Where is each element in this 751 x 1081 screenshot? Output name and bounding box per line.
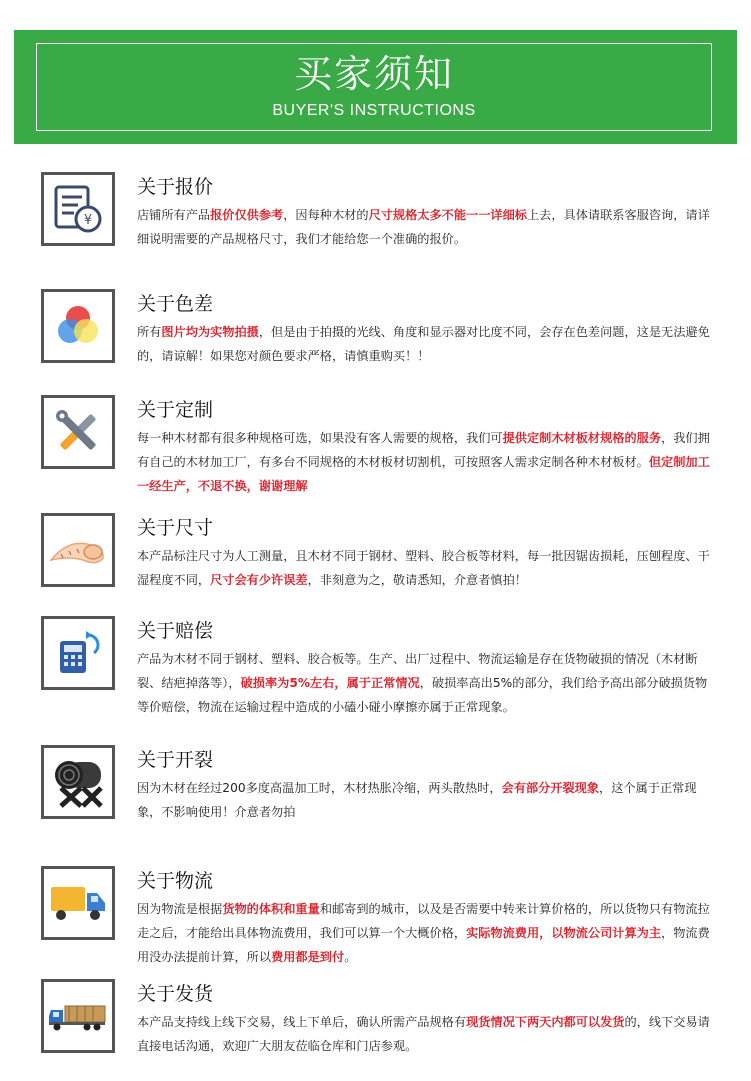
section-body <box>137 1010 715 1058</box>
header-frame <box>36 43 712 131</box>
section-heading: 关于报价 <box>137 176 214 198</box>
body-text: ，我们拥有自己的木材加工厂，有多台不同规格的木材板材切割机，可按照客人需求定制各种木材板材。 <box>137 431 710 469</box>
body-text: ，物流费用没办法提前计算，所以 <box>137 926 710 964</box>
color-rgb-icon <box>41 289 115 363</box>
highlight-text: 提供定制木材板材规格的服务 <box>502 431 662 445</box>
highlight-text: 现货情况下两天内都可以发货 <box>466 1015 625 1029</box>
body-text: 本产品支持线上线下交易，线上下单后，确认所需产品规格有 <box>137 1015 467 1029</box>
page-title: 买家须知 <box>293 52 454 96</box>
body-text: 每一种木材都有很多种规格可选，如果没有客人需要的规格，我们可 <box>137 431 503 445</box>
section-body <box>137 544 715 592</box>
section-heading: 关于物流 <box>137 870 214 892</box>
highlight-text: 破损率为5%左右，属于正常情况 <box>240 676 420 690</box>
tape-measure-icon <box>41 513 115 587</box>
body-text: 上去，具体请联系客服咨询，请详细说明需要的产品规格尺寸，我们才能给您一个准确的报价。 <box>137 208 710 246</box>
highlight-text: 尺寸会有少许误差 <box>210 573 308 587</box>
calculator-refund-icon <box>41 616 115 690</box>
highlight-text: 图片均为实物拍摄 <box>161 325 259 339</box>
body-text: 本产品标注尺寸为人工测量，且木材不同于钢材、塑料、胶合板等材料，每一批因锯齿损耗，压刨程度、干湿程度不同， <box>137 549 710 587</box>
section-heading: 关于开裂 <box>137 749 214 771</box>
header-banner <box>14 30 737 144</box>
delivery-truck-icon <box>41 979 115 1053</box>
body-text: 的，线下交易请直接电话沟通，欢迎广大朋友莅临仓库和门店参观。 <box>137 1015 710 1053</box>
truck-icon <box>41 866 115 940</box>
section-heading: 关于尺寸 <box>137 517 214 539</box>
section-body <box>137 897 715 969</box>
highlight-text: 实际物流费用，以物流公司计算为主 <box>466 926 662 940</box>
body-text: ，但是由于拍摄的光线、角度和显示器对比度不同，会存在色差问题，这是无法避免的，请谅解！如果您对颜色要求严格，请慎重购买！！ <box>137 325 710 363</box>
body-text: 。 <box>344 950 357 964</box>
tools-icon <box>41 395 115 469</box>
highlight-text: 但定制加工一经生产，不退不换，谢谢理解 <box>137 455 710 493</box>
section-body <box>137 776 715 824</box>
body-text: 产品为木材不同于钢材、塑料、胶合板等。生产、出厂过程中、物流运输是存在货物破损的情况（木材断裂、结疤掉落等）， <box>137 652 698 690</box>
body-text: ，因每种木材的 <box>283 208 369 222</box>
highlight-text: 会有部分开裂现象 <box>501 781 600 795</box>
body-text: 和邮寄到的城市，以及是否需要中转来计算价格的，所以货物只有物流拉走之后，才能给出具体物流费用，我们可以算一个大概价格， <box>137 902 710 940</box>
body-text: 所有 <box>137 325 162 339</box>
section-heading: 关于定制 <box>137 399 214 421</box>
section-body <box>137 320 715 368</box>
body-text: 因为物流是根据 <box>137 902 223 916</box>
highlight-text: 尺寸规格太多不能一一详细标 <box>368 208 527 222</box>
body-text: ，这个属于正常现象，不影响使用！介意者勿拍 <box>137 781 697 819</box>
body-text: ，破损率高出5%的部分，我们给予高出部分破损货物等价赔偿，物流在运输过程中造成的小磕小碰小摩擦亦属于正常现象。 <box>137 676 708 714</box>
price-document-icon <box>41 172 115 246</box>
highlight-text: 费用都是到付 <box>271 950 345 964</box>
body-text: 店铺所有产品 <box>137 208 211 222</box>
section-heading: 关于色差 <box>137 293 214 315</box>
section-heading: 关于赔偿 <box>137 620 214 642</box>
highlight-text: 报价仅供参考 <box>210 208 284 222</box>
highlight-text: 货物的体积和重量 <box>222 902 320 916</box>
log-crack-icon <box>41 745 115 819</box>
page-subtitle: BUYER'S INSTRUCTIONS <box>272 102 476 119</box>
section-heading: 关于发货 <box>137 983 214 1005</box>
section-body <box>137 647 715 719</box>
body-text: 因为木材在经过200多度高温加工时，木材热胀冷缩，两头散热时， <box>137 781 502 795</box>
body-text: ，非刻意为之，敬请悉知，介意者慎拍！ <box>307 573 527 587</box>
section-body <box>137 203 715 251</box>
section-body <box>137 426 715 498</box>
svg-text:¥: ¥ <box>83 213 93 228</box>
